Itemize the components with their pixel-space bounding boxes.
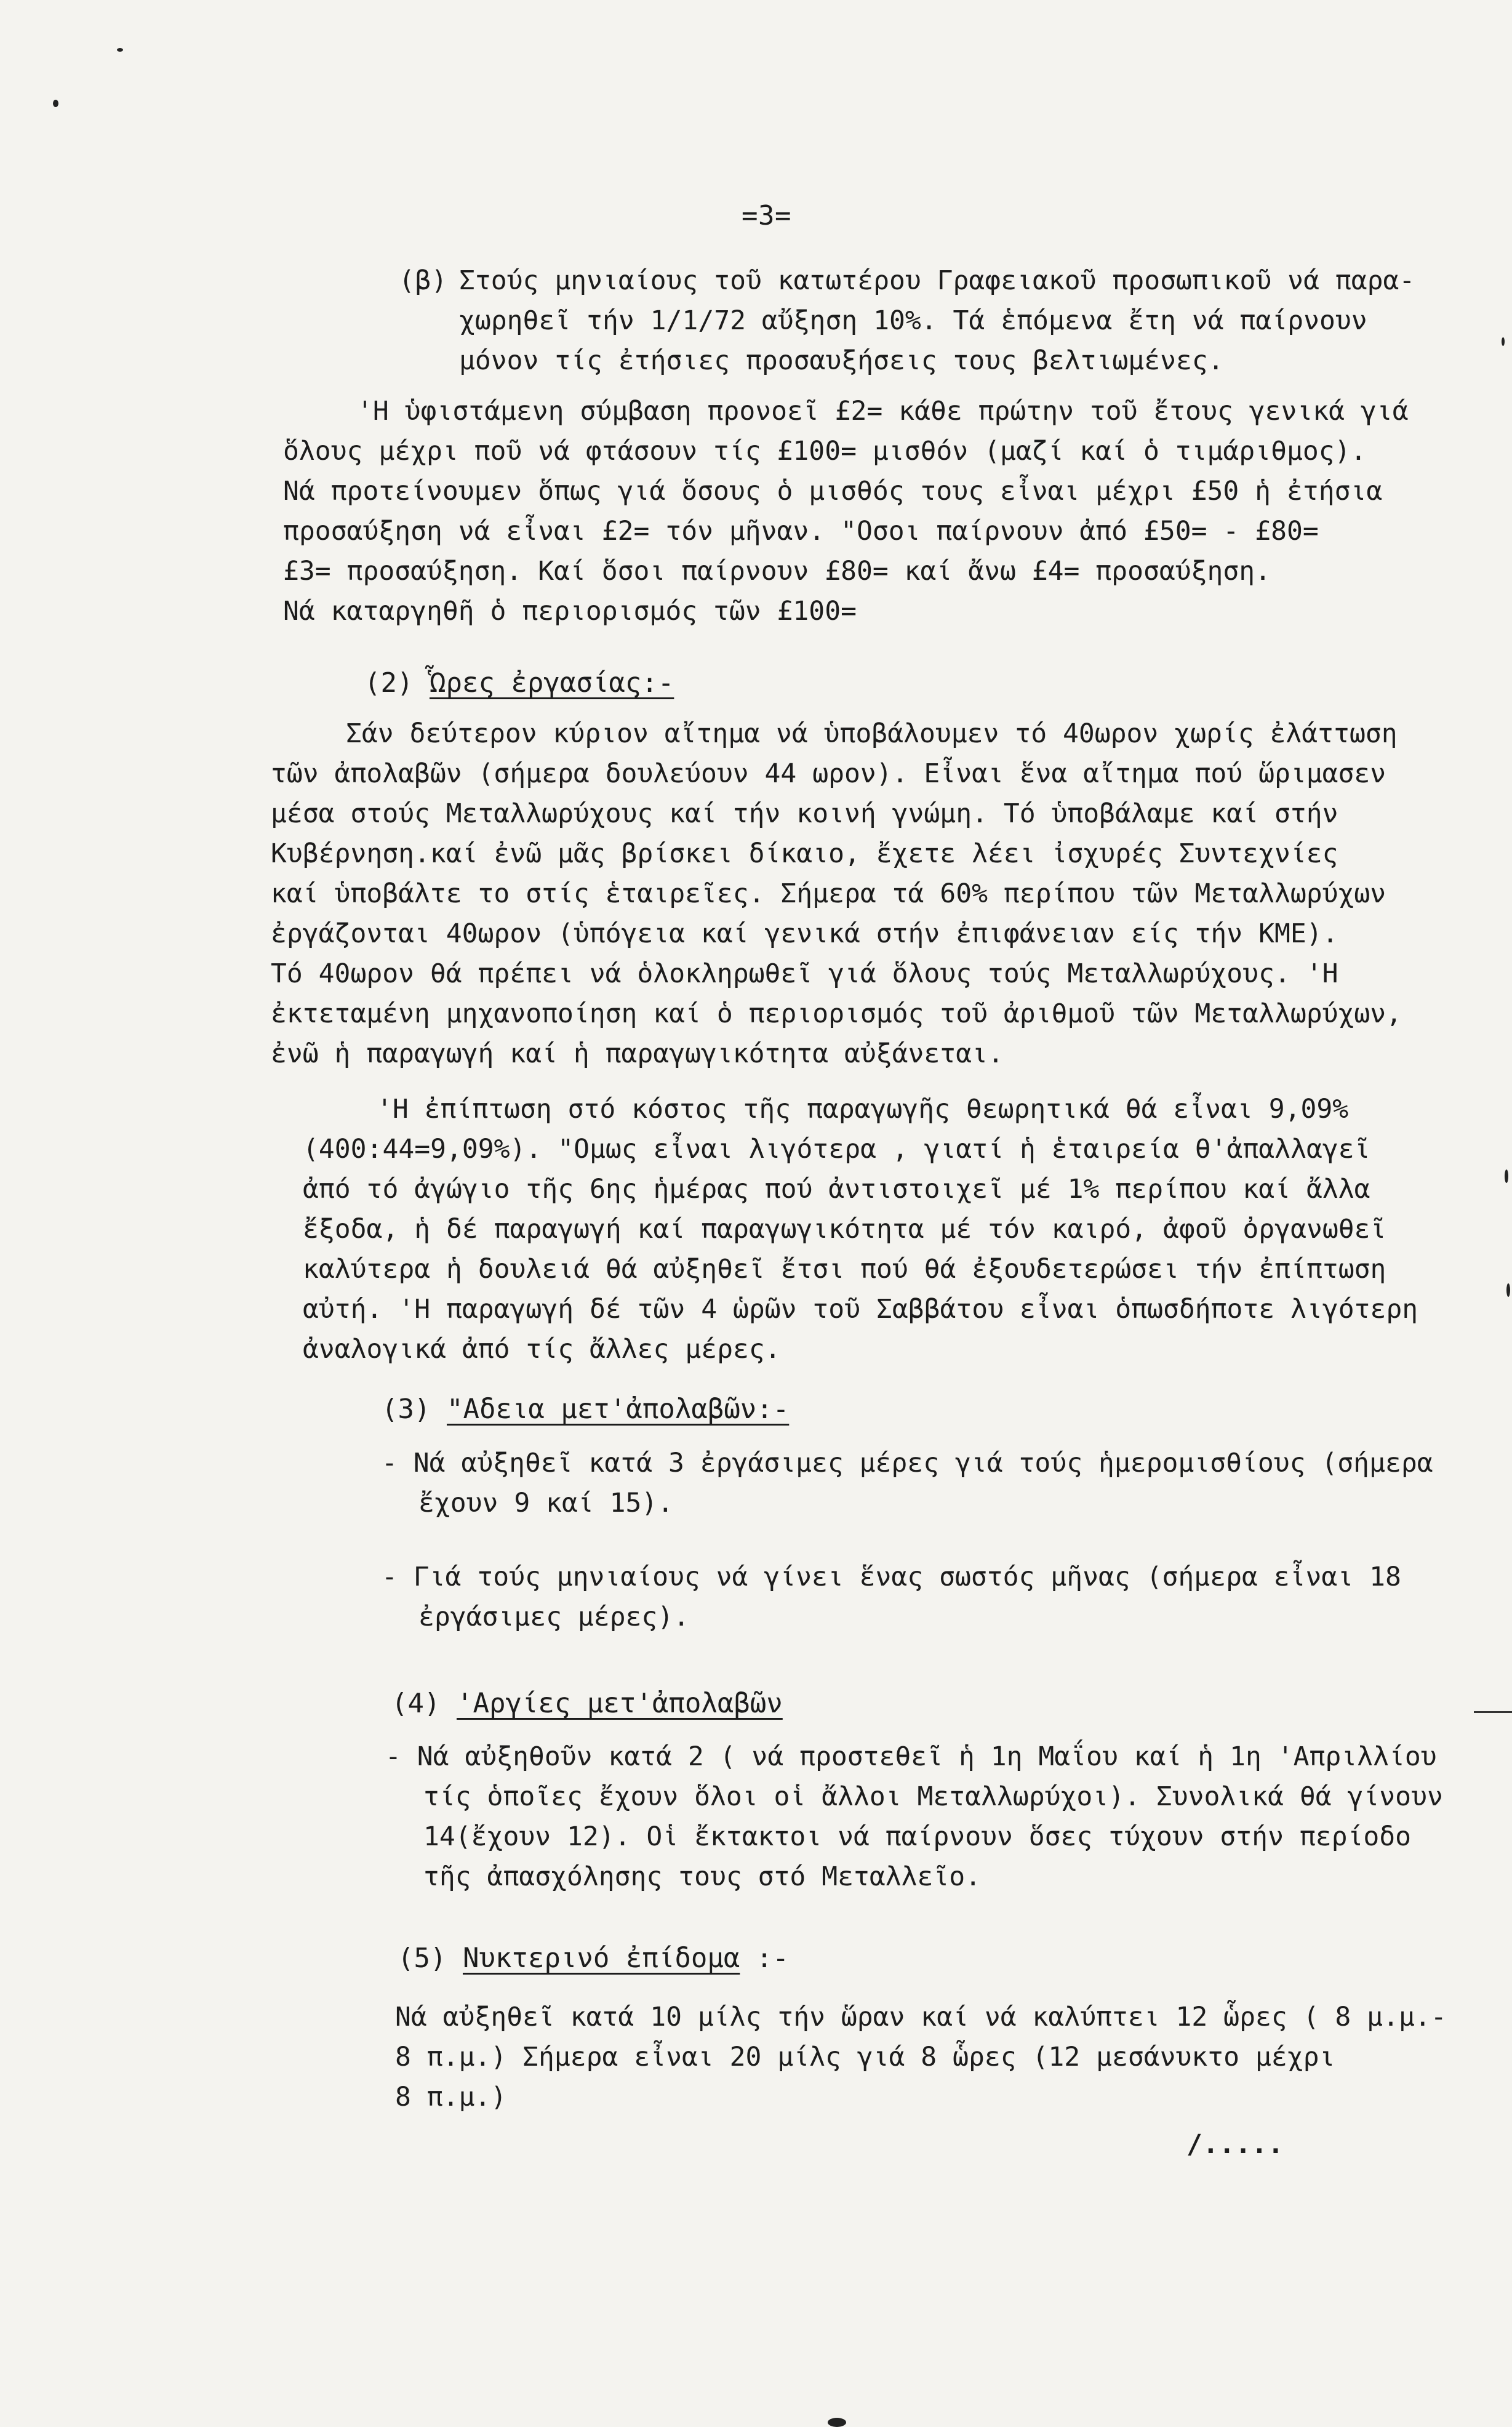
section-title: Ὧρες ἐργασίας:- [429,667,674,699]
item-b-text [459,261,1415,381]
text-line: Στούς μηνιαίους τοῦ κατωτέρου Γραφειακοῦ προσωπικοῦ νά παρα- [459,265,1415,296]
page-number: =3= [742,200,791,231]
text-line: αὐτή. 'Η παραγωγή δέ τῶν 4 ὡρῶν τοῦ Σαββάτου εἶναι ὁπωσδήποτε λιγότερη [303,1294,1418,1325]
section-2-paragraph-2 [303,1089,1418,1370]
text-line: 8 π.μ.) Σήμερα εἶναι 20 μίλς γιά 8 ὧρες (12 μεσάνυκτο μέχρι [395,2042,1335,2072]
text-line: (400:44=9,09%). "Ομως εἶναι λιγότερα , γιατί ἡ ἑταιρεία θ'ἀπαλλαγεῖ [303,1134,1370,1165]
text-line: τῶν ἀπολαβῶν (σήμερα δουλεύουν 44 ωρον). Εἶναι ἕνα αἴτημα πού ὥριμασεν [271,758,1386,789]
text-line: Νά αὐξηθεῖ κατά 10 μίλς τήν ὥραν καί νά καλύπτει 12 ὧρες ( 8 μ.μ.- [395,2002,1447,2032]
section-2-paragraph-1 [271,714,1402,1074]
text-line: ἐνῶ ἡ παραγωγή καί ἡ παραγωγικότητα αὐξάνεται. [271,1038,1004,1069]
text-line: ἀπό τό ἀγώγιο τῆς 6ης ἡμέρας πού ἀντιστοιχεῖ μέ 1% περίπου καί ἄλλα [303,1174,1370,1205]
margin-mark [1474,1711,1512,1713]
text-line: ἔχουν 9 καί 15). [418,1488,674,1518]
text-line: μέσα στούς Μεταλλωρύχους καί τήν κοινή γνώμη. Τό ὑποβάλαμε καί στήν [271,798,1338,829]
scan-speck [1506,1283,1510,1297]
text-line: 'Η ἐπίπτωση στό κόστος τῆς παραγωγῆς θεωρητικά θά εἶναι 9,09% [377,1094,1349,1125]
text-line: 14(ἔχουν 12). Οἱ ἔκτακτοι νά παίρνουν ὅσες τύχουν στήν περίοδο [423,1821,1412,1852]
text-line: ἐργάσιμες μέρες). [418,1602,690,1632]
item-b-label: (β) [399,265,448,296]
text-line: Νά προτείνουμεν ὅπως γιά ὅσους ὁ μισθός τους εἶναι μέχρι £50 ἡ ἐτήσια [283,476,1383,507]
scan-speck [53,100,58,107]
section-2-heading [364,664,674,703]
text-line: προσαύξηση νά εἶναι £2= τόν μῆναν. "Οσοι παίρνουν ἀπό £50= - £80= [283,516,1319,547]
text-line: 8 π.μ.) [395,2082,507,2112]
text-line: ἔξοδα, ἡ δέ παραγωγή καί παραγωγικότητα μέ τόν καιρό, ἀφοῦ ὀργανωθεῖ [303,1214,1386,1245]
text-line: - Γιά τούς μηνιαίους νά γίνει ἕνας σωστός μῆνας (σήμερα εἶναι 18 [382,1562,1401,1592]
text-line: ἀναλογικά ἀπό τίς ἄλλες μέρες. [303,1334,781,1365]
section-title: 'Αργίες μετ'ἀπολαβῶν [456,1688,783,1719]
continuation-mark: /..... [1186,2129,1284,2160]
section-4-text [385,1737,1443,1897]
text-line: - Νά αὐξηθοῦν κατά 2 ( νά προστεθεῖ ἡ 1η Μαΐου καί ἡ 1η 'Απριλλίου [385,1741,1437,1772]
text-line: μόνον τίς ἐτήσιες προσαυξήσεις τους βελτιωμένες. [459,345,1224,376]
section-number: (5) [398,1943,447,1974]
text-line: ὅλους μέχρι ποῦ νά φτάσουν τίς £100= μισθόν (μαζί καί ὁ τιμάριθμος). [283,436,1367,467]
contract-paragraph [283,391,1409,632]
text-line: - Νά αὐξηθεῖ κατά 3 ἐργάσιμες μέρες γιά τούς ἡμερομισθίους (σήμερα [382,1448,1433,1478]
section-number: (3) [382,1394,431,1425]
section-5-heading [398,1939,789,1978]
section-number: (2) [364,667,414,699]
text-line: Σάν δεύτερον κύριον αἴτημα νά ὑποβάλουμεν τό 40ωρον χωρίς ἐλάττωση [346,718,1398,749]
text-line: Νά καταργηθῆ ὁ περιορισμός τῶν £100= [283,596,857,627]
text-line: Κυβέρνηση.καί ἐνῶ μᾶς βρίσκει δίκαιο, ἔχετε λέει ἰσχυρές Συντεχνίες [271,838,1338,869]
text-line: χωρηθεῖ τήν 1/1/72 αὔξηση 10%. Τά ἑπόμενα ἔτη νά παίρνουν [459,305,1367,336]
text-line: τίς ὁποῖες ἔχουν ὅλοι οἱ ἄλλοι Μεταλλωρύχοι). Συνολικά θά γίνουν [423,1781,1443,1812]
section-title-suffix: :- [756,1943,789,1974]
scan-speck [1505,1169,1508,1183]
text-line: ἐκτεταμένη μηχανοποίηση καί ὁ περιορισμός τοῦ ἀριθμοῦ τῶν Μεταλλωρύχων, [271,998,1402,1029]
text-line: Τό 40ωρον θά πρέπει νά ὁλοκληρωθεῖ γιά ὅλους τούς Μεταλλωρύχους. 'Η [271,958,1338,989]
section-title: "Αδεια μετ'ἀπολαβῶν:- [446,1394,790,1425]
scan-speck [828,2418,846,2427]
text-line: 'Η ὑφιστάμενη σύμβαση προνοεῖ £2= κάθε πρώτην τοῦ ἔτους γενικά γιά [357,396,1409,427]
text-line: καί ὑποβάλτε το στίς ἑταιρεῖες. Σήμερα τά 60% περίπου τῶν Μεταλλωρύχων [271,878,1386,909]
text-line: ἐργάζονται 40ωρον (ὑπόγεια καί γενικά στήν ἐπιφάνειαν είς τήν ΚΜΕ). [271,918,1338,949]
text-line: £3= προσαύξηση. Καί ὅσοι παίρνουν £80= καί ἄνω £4= προσαύξηση. [283,556,1271,587]
section-5-text [395,1997,1447,2117]
section-3-item-2 [382,1557,1401,1637]
section-number: (4) [391,1688,441,1719]
scan-speck [1502,337,1505,346]
section-3-item-1 [382,1443,1433,1523]
text-line: τῆς ἀπασχόλησης τους στό Μεταλλεῖο. [423,1861,982,1892]
scan-speck [117,48,123,52]
section-4-heading [391,1684,783,1723]
text-line: καλύτερα ἡ δουλειά θά αὐξηθεῖ ἔτσι πού θά ἐξουδετερώσει τήν ἐπίπτωση [303,1254,1386,1285]
section-title: Νυκτερινό ἐπίδομα [462,1943,740,1974]
section-3-heading [382,1390,789,1429]
